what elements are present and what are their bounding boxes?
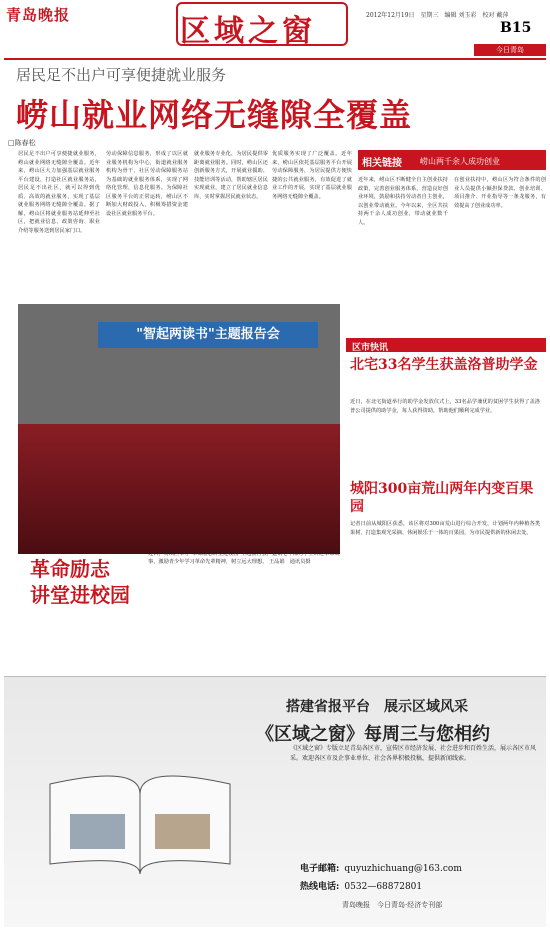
photo-credit: 王品娟 通讯员摄 (268, 559, 311, 565)
article-headline: 崂山就业网络无缝隙全覆盖 (16, 96, 413, 134)
newspaper-logo: 青岛晚报 (6, 6, 71, 24)
ad-title-1: 搭建省报平台 展示区域风采 (286, 699, 468, 715)
flash-story-2-body: 记者日前从城阳区获悉，该区将对300亩荒山进行综合开发，计划两年内种植各类果树，打造集观光采摘、休闲娱乐于一体的百果园，为市民提供新的休闲去处。 (350, 521, 540, 536)
flash-story-1-body: 近日，在北宅街道举行的助学金发放仪式上，33名品学兼优的贫困学生获得了盖洛普公司提供的助学金，每人获得资助，帮助他们顺利完成学业。 (350, 399, 540, 414)
ad-email-label: 电子邮箱: (300, 864, 340, 874)
article-column-1: 居民足不出户可享便捷就业服务，崂山就业网络无缝隙全覆盖。近年来，崂山区大力加强基层就业服务平台建设，打造社区就业服务站，居民足不出社区，就可以得到优质、高效的就业服务，实现了基层就业服务网络无缝隙全覆盖。据了解，崂山区将就业服务站延伸至社区，把就业信息、政策咨询、职业介绍等服务送到居民家门口。 (18, 151, 100, 234)
article-byline: □陈春松 (8, 139, 36, 147)
sidebar-column-1: 近年来，崂山区不断健全自主创业扶持政策，完善创业服务体系，营造良好创业环境，鼓励和扶持劳动者自主创业，以创业带动就业。今年以来，全区共扶持两千余人成功创业，带动就业数千人。 (358, 177, 448, 226)
photo-caption-text (148, 550, 344, 566)
sidebar-column-2: 在创业扶持中，崂山区为符合条件的创业人员提供小额担保贷款、创业培训、项目推介、开业指导等一条龙服务，有效提高了创业成功率。 (454, 177, 546, 209)
caption-line-2: 讲堂进校园 (30, 583, 130, 607)
ad-body: 《区域之窗》专版立足青岛各区市，宣传区市经济发展、社会进步和百姓生活，展示各区市风采。欢迎各区市及企事业单位、社会各界积极投稿，提供新闻线索。 (290, 745, 537, 762)
ad-title-2: 《区域之窗》每周三与您相约 (256, 724, 490, 745)
ad-footer: 青岛晚报 今日青岛·经济专刊部 (342, 901, 443, 909)
ad-hotline-label: 热线电话: (300, 882, 340, 892)
section-tag: 今日青岛 (474, 44, 546, 56)
ad-email-row (300, 856, 462, 875)
news-photo (18, 304, 340, 554)
caption-body: 近日，崂山区举办"革命励志讲堂进校园"主题报告会，邀请老干部为学生讲述革命故事，激励青少年学习革命先辈精神，树立远大理想。 (148, 551, 340, 565)
article-column-2: 劳动保障信息服务，形成了以区就业服务机构为中心，街道就业服务机构为骨干，社区劳动保障服务站为基础的就业服务体系，实现了网络化管理，信息化服务。为保障社区服务平台的正常运转，崂山区不断加大财政投入，积极筹措资金建设社区就业服务平台。 (106, 151, 188, 217)
sidebar-kicker: 相关链接 (362, 158, 402, 169)
photo-caption-headline (30, 556, 130, 608)
article-column-4: 优质服务实现了广泛覆盖。近年来，崂山区依托基层服务平台开展劳动保障服务，为居民提供方便快捷的公共就业服务，有效促进了就业工作的开展，实现了基层就业服务网络无缝隙全覆盖。 (272, 151, 352, 200)
article-subhead: 居民足不出户可享便捷就业服务 (16, 66, 227, 84)
ad-email[interactable]: quyuzhichuang@163.com (344, 864, 462, 874)
auditorium-seats (18, 424, 340, 554)
flash-story-2-headline: 城阳300亩荒山两年内变百果园 (350, 481, 534, 515)
ad-hotline: 0532—68872801 (344, 882, 423, 892)
flash-story-1-headline: 北宅33名学生获盖洛普助学金 (350, 357, 538, 373)
sidebar-title: 崂山两千余人成功创业 (420, 157, 500, 166)
caption-line-1: 革命励志 (30, 557, 110, 581)
zone-title: 区域之窗 (180, 14, 316, 49)
photo-banner: "智起两读书"主题报告会 (98, 322, 318, 348)
flash-label: 区市快讯 (352, 343, 389, 353)
article-column-3: 就业服务专业化，为居民提供零距离就业服务。同时，崂山区还创新服务方式，开展就业援助、技能培训等活动，帮助辖区居民实现就业，建立了居民就业信息库，实时掌握居民就业状态。 (194, 151, 268, 200)
dateline: 2012年12月19日 星期三 编辑 刘玉彩 校对 戴萍 (366, 12, 509, 19)
open-book-illustration (40, 744, 240, 884)
page-number: B15 (500, 20, 532, 36)
ad-hotline-row (300, 874, 422, 893)
header-rule (4, 58, 546, 60)
